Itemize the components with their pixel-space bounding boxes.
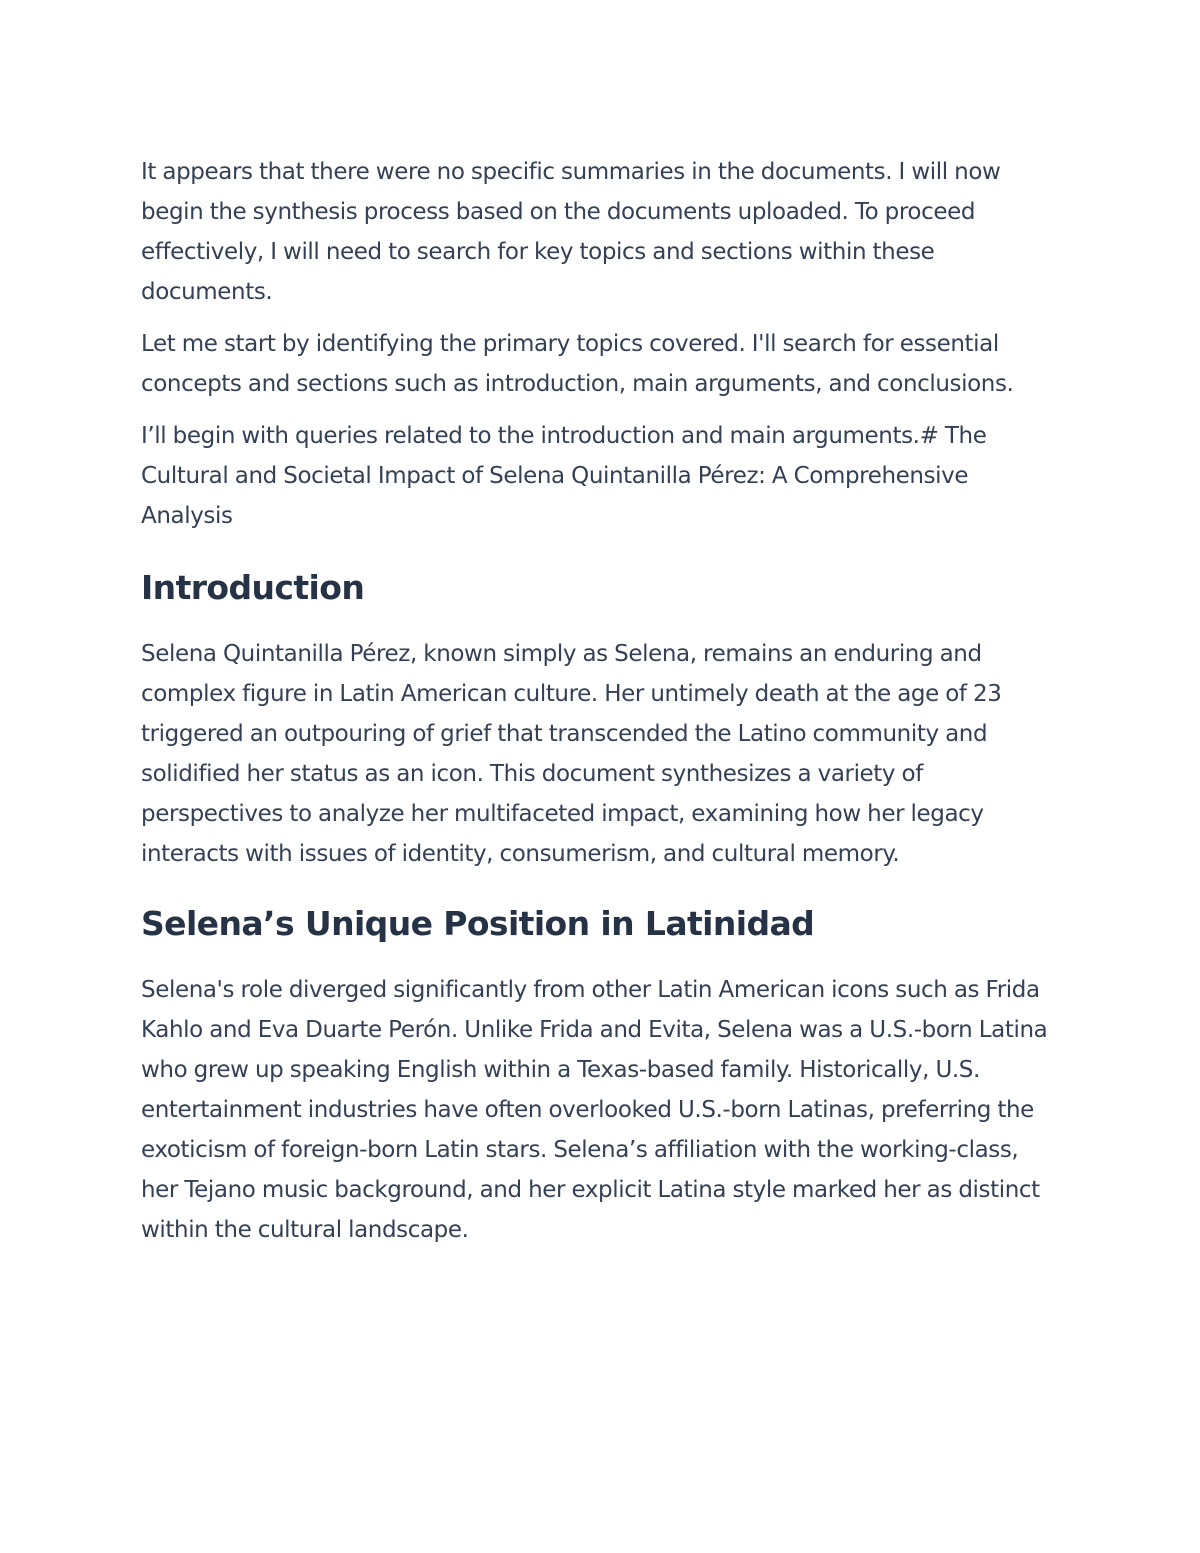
- preamble-paragraph-2: Let me start by identifying the primary topics covered. I'll search for essential concepts and sections such as introduction, main arguments, and conclusions.: [141, 331, 1014, 397]
- document-page: [141, 152, 1061, 1250]
- preamble-paragraph-3: I’ll begin with queries related to the introduction and main arguments.# The Cultural and Societal Impact of Selena Quintanilla Pérez: A Comprehensive Analysis: [141, 423, 987, 529]
- introduction-heading: Introduction: [141, 568, 365, 607]
- introduction-paragraph: Selena Quintanilla Pérez, known simply as Selena, remains an enduring and complex figure in Latin American culture. Her untimely death at the age of 23 triggered an outpouring of grief that transcended the Latino community and solidified her status as an icon. This document synthesizes a variety of perspectives to analyze her multifaceted impact, examining how her legacy interacts with issues of identity, consumerism, and cultural memory.: [141, 641, 1002, 867]
- preamble-paragraph-1: It appears that there were no specific summaries in the documents. I will now begin the synthesis process based on the documents uploaded. To proceed effectively, I will need to search for key topics and sections within these documents.: [141, 159, 1001, 305]
- unique-position-paragraph: Selena's role diverged significantly from other Latin American icons such as Frida Kahlo and Eva Duarte Perón. Unlike Frida and Evita, Selena was a U.S.-born Latina who grew up speaking English within a Texas-based family. Historically, U.S. entertainment industries have often overlooked U.S.-born Latinas, preferring the exoticism of foreign-born Latin stars. Selena’s affiliation with the working-class, her Tejano music background, and her explicit Latina style marked her as distinct within the cultural landscape.: [141, 977, 1048, 1243]
- unique-position-heading: Selena’s Unique Position in Latinidad: [141, 904, 815, 943]
